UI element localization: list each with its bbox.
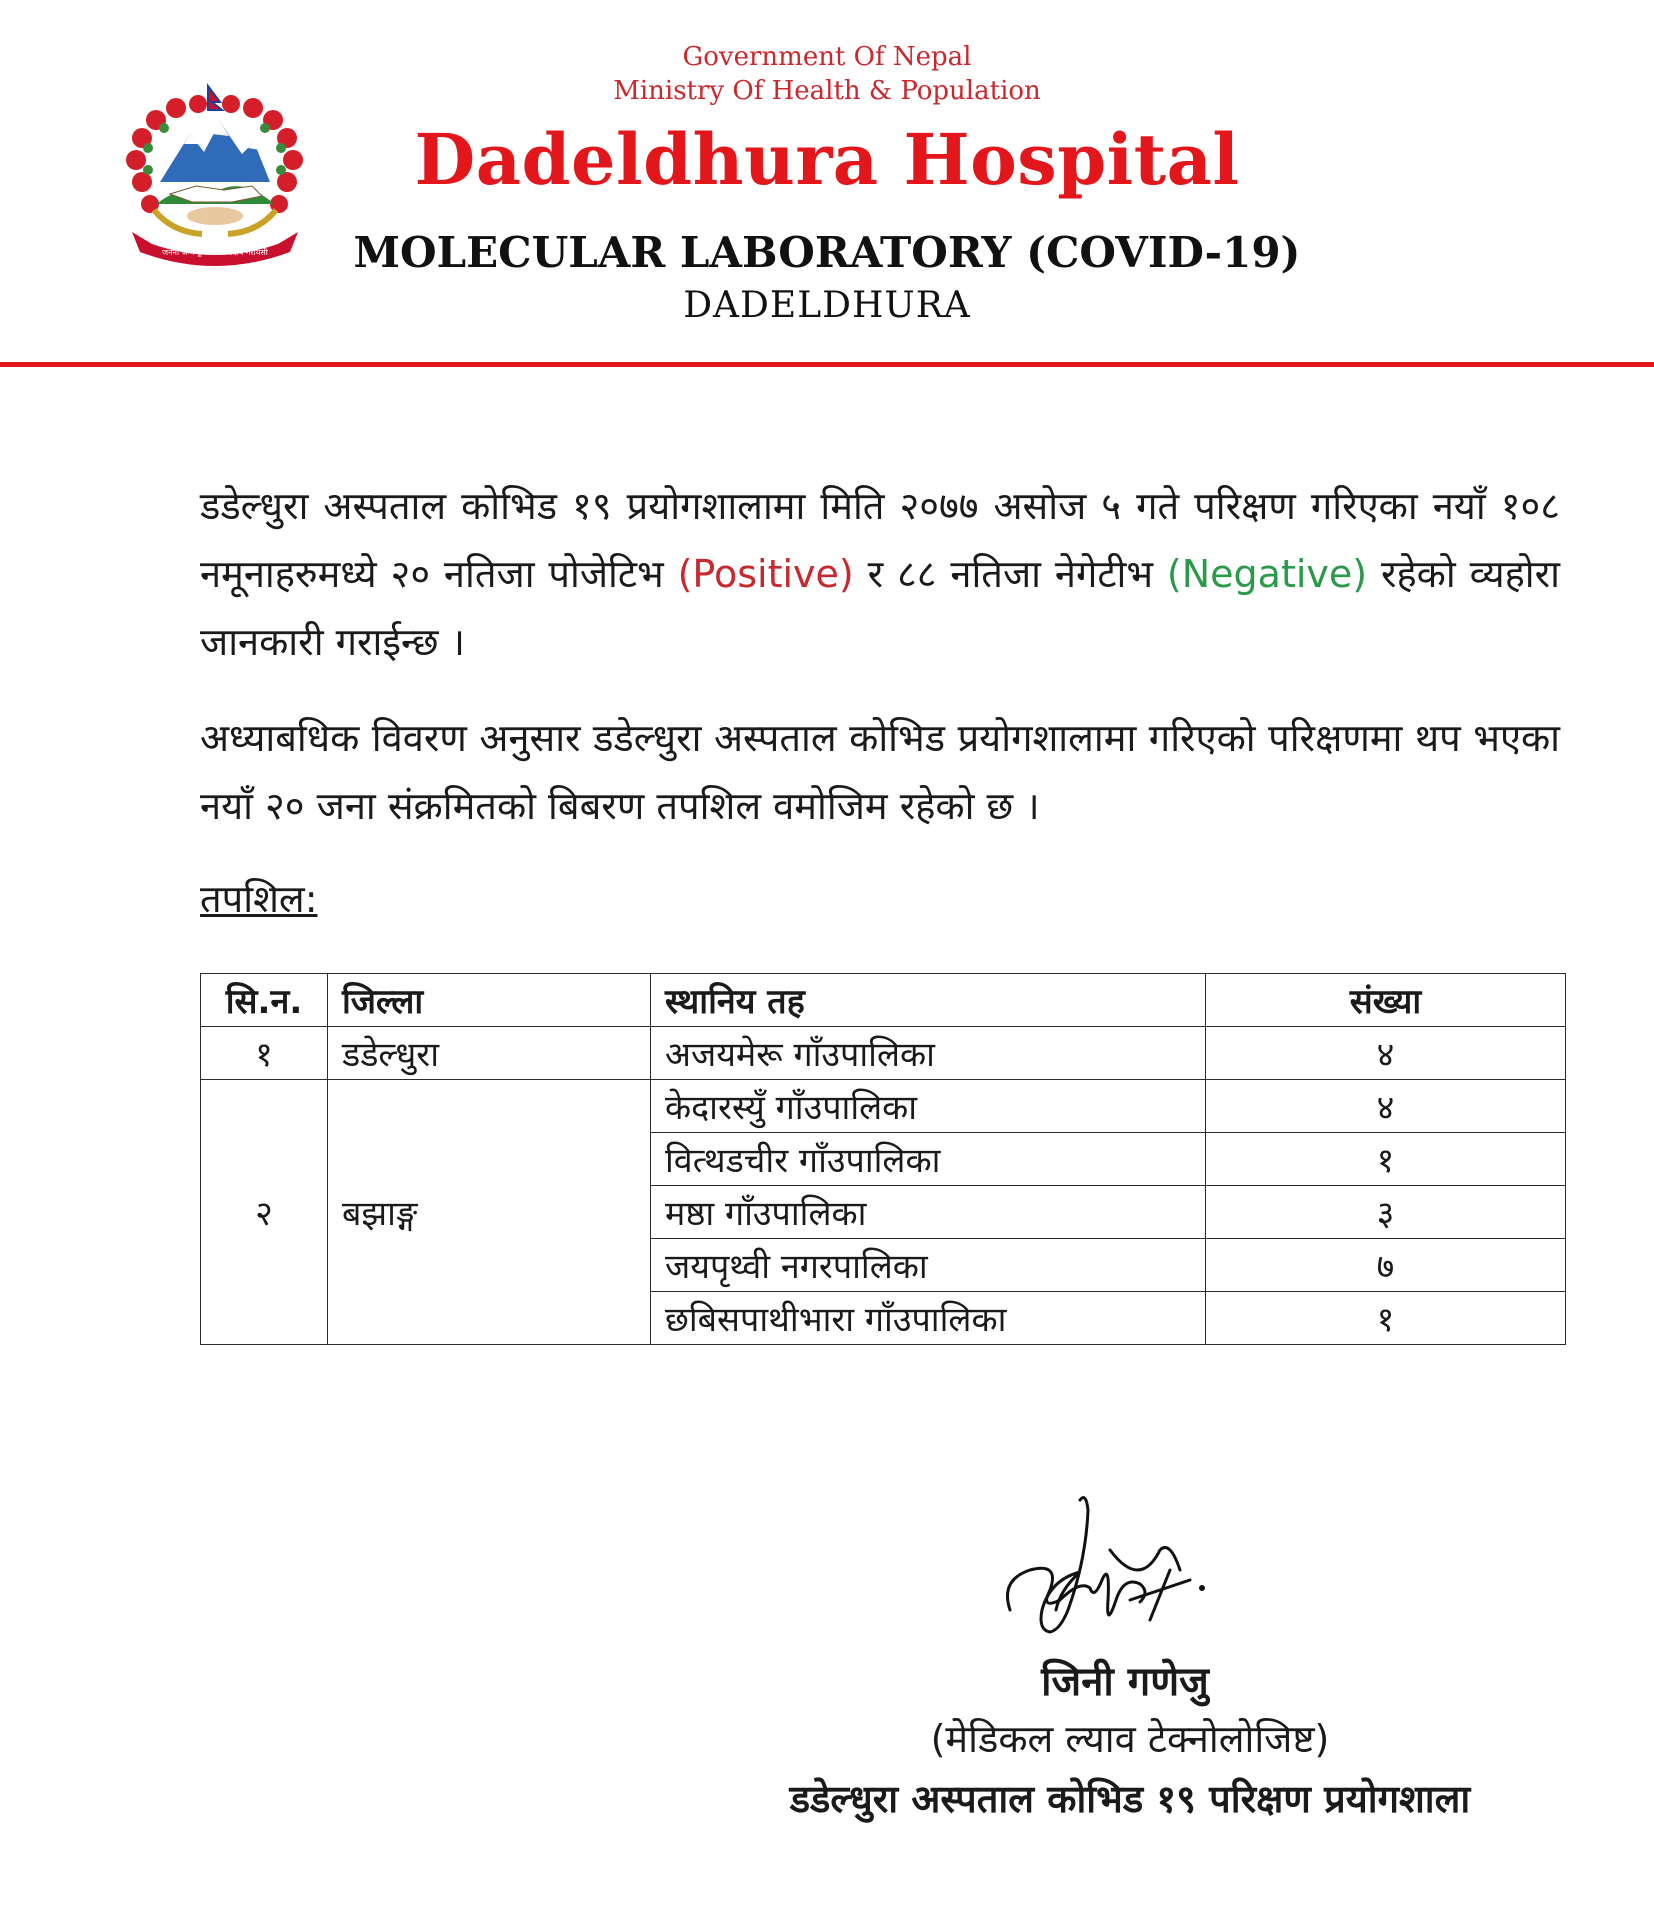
p1-text-b: र ८८ नतिजा नेगेटीभ: [853, 552, 1167, 596]
cell-district: डडेल्धुरा: [328, 1027, 651, 1080]
cell-local-level: अजयमेरू गाँउपालिका: [651, 1027, 1206, 1080]
signature-mark: [990, 1480, 1240, 1650]
signatory-office: डडेल्धुरा अस्पताल कोभिड १९ परिक्षण प्रयोगशाला: [789, 1777, 1471, 1821]
header-count: संख्या: [1206, 974, 1566, 1027]
place-title: DADELDHURA: [683, 285, 971, 326]
cell-count: १: [1206, 1292, 1566, 1345]
hospital-title: Dadeldhura Hospital: [414, 118, 1240, 201]
cell-count: ४: [1206, 1080, 1566, 1133]
p1-text-a: डडेल्धुरा अस्पताल कोभिड १९ प्रयोगशालामा मिति २०७७ असोज ५ गते परिक्षण गरिएका नयाँ १०८ नमूनाहरुमध्ये २० नतिजा पोजेटिभ: [200, 484, 1560, 596]
cell-count: ७: [1206, 1239, 1566, 1292]
header-sn: सि.न.: [201, 974, 328, 1027]
positive-label: (Positive): [677, 552, 854, 596]
government-title: Government Of Nepal: [682, 42, 972, 72]
notice-paragraph-1: [200, 472, 1560, 676]
cell-district: बझाङ्ग: [328, 1080, 651, 1345]
table-row: [201, 1080, 1566, 1133]
laboratory-title: MOLECULAR LABORATORY (COVID-19): [353, 228, 1301, 277]
table-header-row: [201, 974, 1566, 1027]
cell-local-level: जयपृथ्वी नगरपालिका: [651, 1239, 1206, 1292]
p1-text-c: रहेको व्यहोरा जानकारी गराईन्छ ।: [200, 552, 1561, 664]
header-local-level: स्थानिय तह: [651, 974, 1206, 1027]
cell-local-level: मष्ठा गाँउपालिका: [651, 1186, 1206, 1239]
header-district: जिल्ला: [328, 974, 651, 1027]
ministry-title: Ministry Of Health & Population: [613, 76, 1041, 106]
emblem-motto: जननी जन्मभूमिश्च स्वर्गादपि गरीयसी: [162, 248, 268, 257]
notice-paragraph-2: अध्याबधिक विवरण अनुसार डडेल्धुरा अस्पताल कोभिड प्रयोगशालामा गरिएको परिक्षणमा थप भएका नयाँ २० जना संक्रमितको बिबरण तपशिल वमोजिम रहेको छ ।: [200, 716, 1560, 828]
cases-table: [200, 973, 1566, 1345]
cell-local-level: केदारस्युँ गाँउपालिका: [651, 1080, 1206, 1133]
cell-local-level: छबिसपाथीभारा गाँउपालिका: [651, 1292, 1206, 1345]
cell-local-level: वित्थडचीर गाँउपालिका: [651, 1133, 1206, 1186]
cell-count: ३: [1206, 1186, 1566, 1239]
cell-count: १: [1206, 1133, 1566, 1186]
cell-sn: २: [201, 1080, 328, 1345]
cell-count: ४: [1206, 1027, 1566, 1080]
cell-sn: १: [201, 1027, 328, 1080]
table-row: [201, 1027, 1566, 1080]
signatory-designation: (मेडिकल ल्याव टेक्नोलोजिष्ट): [930, 1717, 1330, 1761]
header-divider: [0, 362, 1654, 367]
signatory-name: जिनी गणेजु: [1041, 1659, 1209, 1705]
details-heading: तपशिल:: [200, 877, 318, 921]
negative-label: (Negative): [1166, 552, 1368, 596]
